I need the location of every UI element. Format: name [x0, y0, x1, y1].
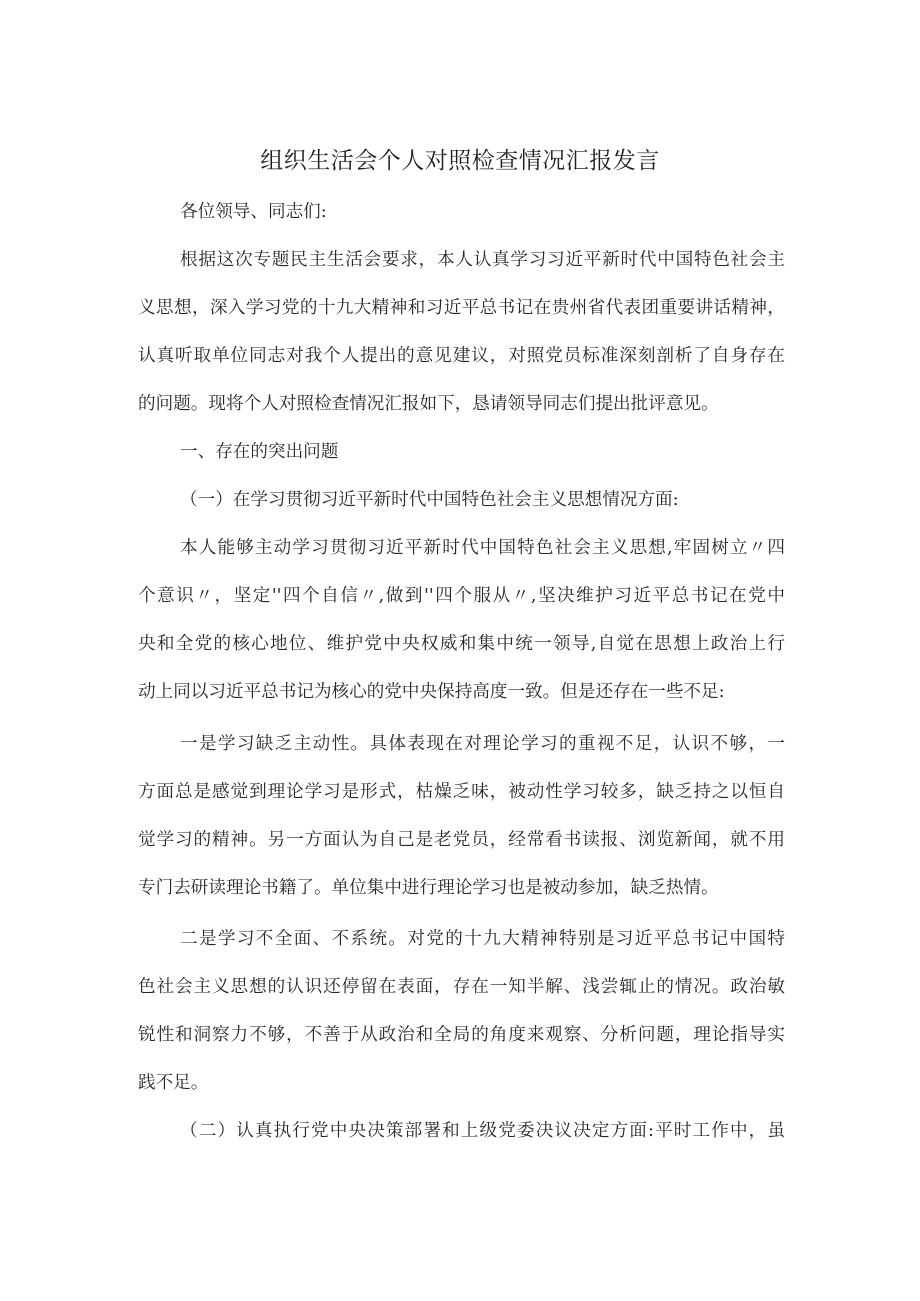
paragraph-line: 本人能够主动学习贯彻习近平新时代中国特色社会主义思想,牢固树立〃四 [180, 538, 785, 558]
paragraph-line: 义思想，深入学习党的十九大精神和习近平总书记在贵州省代表团重要讲话精神， [138, 298, 785, 318]
greeting-line: 各位领导、同志们: [180, 202, 327, 222]
paragraph-line: 动上同以习近平总书记为核心的党中央保持高度一致。但是还存在一些不足: [138, 682, 725, 702]
paragraph-intro [138, 236, 785, 428]
paragraph-point-two [138, 915, 785, 1107]
paragraph-line: 专门去研读理论书籍了。单位集中进行理论学习也是被动参加，缺乏热情。 [138, 878, 719, 898]
subsection-heading: （一）在学习贯彻习近平新时代中国特色社会主义思想情况方面: [180, 490, 679, 510]
subsection-heading: （二）认真执行党中央决策部署和上级党委决议决定方面:平时工作中，虽 [180, 1121, 785, 1141]
paragraph-point-one [138, 720, 785, 912]
section-heading: 一、存在的突出问题 [180, 442, 339, 462]
paragraph-line: 的问题。现将个人对照检查情况汇报如下，恳请领导同志们提出批评意见。 [138, 394, 719, 414]
document-body [138, 188, 785, 1155]
paragraph-line: 根据这次专题民主生活会要求，本人认真学习习近平新时代中国特色社会主 [180, 250, 785, 270]
paragraph-line: 锐性和洞察力不够，不善于从政治和全局的角度来观察、分析问题，理论指导实 [138, 1025, 785, 1045]
paragraph-line: 方面总是感觉到理论学习是形式，枯燥乏味，被动性学习较多，缺乏持之以恒自 [138, 782, 785, 802]
paragraph-line: 践不足。 [138, 1073, 209, 1093]
paragraph-line: 个意识〃，坚定''四个自信〃,做到''四个服从〃,坚决维护习近平总书记在党中 [138, 586, 785, 606]
document-title: 组织生活会个人对照检查情况汇报发言 [260, 147, 660, 173]
paragraph-line: 认真听取单位同志对我个人提出的意见建议，对照党员标准深刻剖析了自身存在 [138, 346, 785, 366]
paragraph-line: 色社会主义思想的认识还停留在表面，存在一知半解、浅尝辄止的情况。政治敏 [138, 977, 785, 997]
paragraph-line: 央和全党的核心地位、维护党中央权威和集中统一领导,自觉在思想上政治上行 [138, 634, 785, 654]
paragraph-self-assessment [138, 524, 785, 716]
paragraph-line: 一是学习缺乏主动性。具体表现在对理论学习的重视不足，认识不够，一 [180, 734, 785, 754]
paragraph-line: 觉学习的精神。另一方面认为自己是老党员，经常看书读报、浏览新闻，就不用 [138, 830, 785, 850]
paragraph-line: 二是学习不全面、不系统。对党的十九大精神特别是习近平总书记中国特 [180, 929, 785, 949]
